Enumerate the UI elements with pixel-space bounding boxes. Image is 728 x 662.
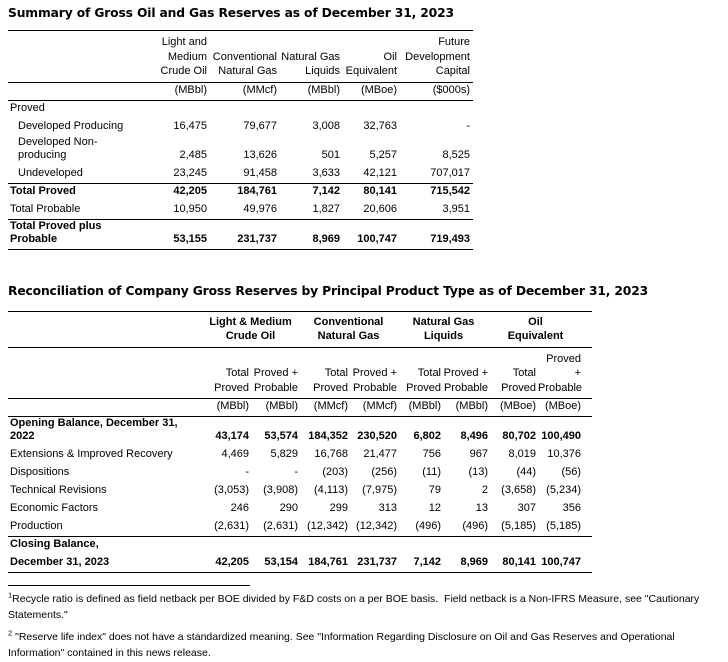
cell-value: 10,950 [173,202,207,215]
cell-value: 231,737 [357,555,398,568]
cell-value: (12,342) [307,519,348,532]
cell-value: 32,763 [363,120,397,132]
unit-label: (MMcf) [313,400,348,412]
row-label: Total Probable [10,202,81,215]
footnote-2-marker: 2 [8,628,13,637]
cell-value: 79 [428,484,442,496]
cell-value: 53,574 [264,430,298,442]
subcolumn-header-total-proved: Total Proved [313,367,348,394]
cell-value: 53,154 [264,555,298,568]
reconciliation-table-header [8,311,592,417]
cell-value [348,536,397,554]
cell-value: - [245,466,249,478]
cell-value: 80,702 [502,430,537,442]
table-row [8,118,473,136]
cell-value: 13,626 [243,149,277,161]
group-header-light-medium-crude-oil: Light & Medium Crude Oil [209,315,292,342]
cell-value: (496) [415,519,442,532]
row-label: Closing Balance, [10,538,99,550]
footnote-1-text: Recycle ratio is defined as field netback per BOE divided by F&D costs on a per BOE basis. Field netback is a Non-IFRS Measure, see "Cautionary Statements." [8,592,703,621]
cell-value [397,100,473,118]
table-row [8,100,473,118]
table-row [8,500,592,518]
cell-value: 3,008 [312,120,340,132]
subcolumn-header-proved-probable: Proved + Probable [253,367,298,394]
cell-value: (3,053) [214,484,249,496]
cell-value [441,536,488,554]
column-header-conventional-natural-gas: Conventional Natural Gas [212,50,277,77]
subcolumn-header-total-proved: Total Proved [501,367,537,394]
subcolumn-header-total-proved: Total Proved [406,367,442,394]
table-row [8,554,592,572]
cell-value [340,100,397,118]
group-header-oil-equivalent: Oil Equivalent [507,315,564,342]
unit-label: (MMcf) [242,83,277,96]
unit-label: ($000s) [432,83,470,96]
cell-value: 100,747 [541,555,582,568]
cell-value: (44) [516,466,537,478]
row-label: Developed Producing [18,120,124,132]
table-row [8,536,592,554]
cell-value: 16,475 [173,120,207,132]
table-row [8,136,473,165]
header-spacer [8,31,140,83]
cell-value [488,536,536,554]
cell-value: (11) [422,466,442,478]
cell-value: 967 [469,448,489,460]
cell-value [249,536,298,554]
column-header-oil-equivalent: Oil Equivalent [345,50,397,77]
cell-value [140,100,207,118]
footnote-separator [8,585,250,586]
cell-value: 230,520 [357,430,398,442]
cell-value: - [466,120,470,132]
summary-reserves-table [8,30,473,250]
units-row [8,82,473,100]
cell-value: (3,658) [501,484,537,496]
row-label: Economic Factors [10,502,99,514]
cell-value: 2,485 [179,149,207,161]
cell-value: 313 [378,502,398,514]
column-header-natural-gas-liquids: Natural Gas Liquids [281,50,340,77]
cell-value: 290 [279,502,298,514]
header-row [8,31,473,83]
group-header-row [8,311,592,347]
row-label: Extensions & Improved Recovery [10,448,173,460]
cell-value: 184,761 [237,185,277,197]
cell-value: 20,606 [363,202,397,215]
cell-value: 501 [321,149,340,161]
reconciliation-table-title: Reconciliation of Company Gross Reserves by Principal Product Type as of December 31, 2023 [8,283,649,298]
row-label: Dispositions [10,466,70,478]
row-label: December 31, 2023 [10,555,110,568]
units-row [8,399,592,417]
cell-value: 42,121 [363,166,397,179]
cell-value: 299 [329,502,348,514]
cell-value: 23,245 [173,166,207,179]
table-row [8,518,592,536]
cell-value: 42,205 [173,185,207,197]
units-spacer [8,82,140,100]
subcolumn-header-row [8,347,592,399]
unit-label: (MBbl) [216,400,249,412]
cell-value: 2 [481,484,489,496]
cell-value: 7,142 [413,555,442,568]
column-header-light-medium-crude-oil: Light and Medium Crude Oil [160,36,207,77]
row-label: Undeveloped [18,166,83,179]
cell-value: (2,631) [214,519,249,532]
cell-value: 8,496 [460,430,489,442]
summary-table-title: Summary of Gross Oil and Gas Reserves as of December 31, 2023 [8,6,454,20]
cell-value [207,100,277,118]
summary-table-header [8,31,473,101]
cell-value: (256) [371,466,398,478]
row-label: Proved [10,102,45,114]
header-spacer [8,347,201,399]
cell-value: 42,205 [215,555,249,568]
group-header-natural-gas-liquids: Natural Gas Liquids [412,315,475,342]
cell-value [397,536,441,554]
cell-value: 7,142 [312,185,340,197]
cell-value: 8,969 [312,232,340,245]
table-row [8,183,473,201]
row-label: Technical Revisions [10,484,107,496]
subcolumn-header-total-proved: Total Proved [214,367,249,394]
cell-value: 10,376 [547,448,582,460]
table-row [8,219,473,249]
cell-value: 184,352 [308,430,348,442]
column-header-future-development-capital: Future Development Capital [405,36,470,77]
cell-value: (56) [561,466,582,478]
cell-value: 53,155 [173,232,207,245]
row-label: Total Proved plus Probable [10,219,102,245]
unit-label: (MBoe) [544,400,582,412]
cell-value: 3,951 [442,202,470,215]
cell-value: 80,141 [363,185,397,197]
footnote-2-text: "Reserve life index" does not have a standardized meaning. See "Information Regarding Disclosure on Oil and Gas Reserves and Operational Information" contained in this news release. [8,630,678,659]
cell-value: 184,761 [308,555,348,568]
cell-value: 8,969 [460,555,489,568]
units-spacer [8,399,201,417]
table-row [8,417,592,447]
cell-value: (3,908) [263,484,298,496]
cell-value: (4,113) [313,484,348,496]
table-row [8,482,592,500]
subcolumn-header-proved-probable: Proved + Probable [538,352,583,394]
cell-value: 8,019 [508,448,537,460]
unit-label: (MBoe) [499,400,537,412]
cell-value: 5,257 [369,149,397,161]
cell-value: (496) [462,519,489,532]
table-row [8,446,592,464]
cell-value: 100,490 [541,430,582,442]
cell-value: 4,469 [221,448,249,460]
cell-value: 356 [562,502,582,514]
subcolumn-header-proved-probable: Proved + Probable [352,367,398,394]
table-row [8,165,473,183]
header-spacer [8,311,201,347]
cell-value: (5,185) [501,519,537,532]
unit-label: (MBoe) [360,83,397,96]
row-label: Production [10,519,63,532]
row-label: Developed Non-producing [18,136,98,161]
cell-value [298,536,348,554]
cell-value: (5,234) [546,484,582,496]
footnote-1-marker: 1 [8,590,13,599]
cell-value: 719,493 [430,232,470,245]
cell-value: (2,631) [263,519,298,532]
row-label: Total Proved [10,185,76,197]
unit-label: (MMcf) [362,400,398,412]
footnote-2 [8,629,722,662]
cell-value: 12 [428,502,442,514]
cell-value: 6,802 [413,430,442,442]
table-row [8,464,592,482]
cell-value: (7,975) [362,484,398,496]
cell-value: 1,827 [312,202,340,215]
unit-label: (MBbl) [455,400,489,412]
cell-value: (13) [468,466,489,478]
cell-value: (12,342) [356,519,398,532]
cell-value: 16,768 [314,448,348,460]
cell-value [536,536,592,554]
cell-value [277,100,340,118]
cell-value: 5,829 [270,448,298,460]
unit-label: (MBbl) [265,400,298,412]
cell-value: 100,747 [357,232,397,245]
cell-value: 307 [517,502,537,514]
summary-table-body [8,100,473,249]
cell-value: 80,141 [502,555,537,568]
cell-value: 756 [422,448,442,460]
cell-value: 3,633 [312,166,340,179]
cell-value: - [294,466,298,478]
cell-value: 707,017 [430,166,470,179]
cell-value [201,536,249,554]
cell-value: 715,542 [430,185,470,197]
subcolumn-header-proved-probable: Proved + Probable [443,367,489,394]
cell-value: 49,976 [243,202,277,215]
cell-value: 43,174 [215,430,249,442]
cell-value: 8,525 [442,149,470,161]
cell-value: 246 [230,502,249,514]
reconciliation-reserves-table [8,311,592,573]
cell-value: 231,737 [237,232,277,245]
group-header-conventional-natural-gas: Conventional Natural Gas [313,315,384,342]
cell-value: (5,185) [546,519,582,532]
unit-label: (MBbl) [307,83,340,96]
reconciliation-table-body [8,417,592,573]
cell-value: 13 [475,502,489,514]
footnote-1 [8,591,722,624]
table-row [8,201,473,219]
cell-value: 21,477 [363,448,398,460]
cell-value: 79,677 [243,120,277,132]
unit-label: (MBbl) [174,83,207,96]
row-label: Opening Balance, December 31, 2022 [10,417,178,442]
cell-value: 91,458 [243,166,277,179]
unit-label: (MBbl) [408,400,442,412]
cell-value: (203) [322,466,348,478]
